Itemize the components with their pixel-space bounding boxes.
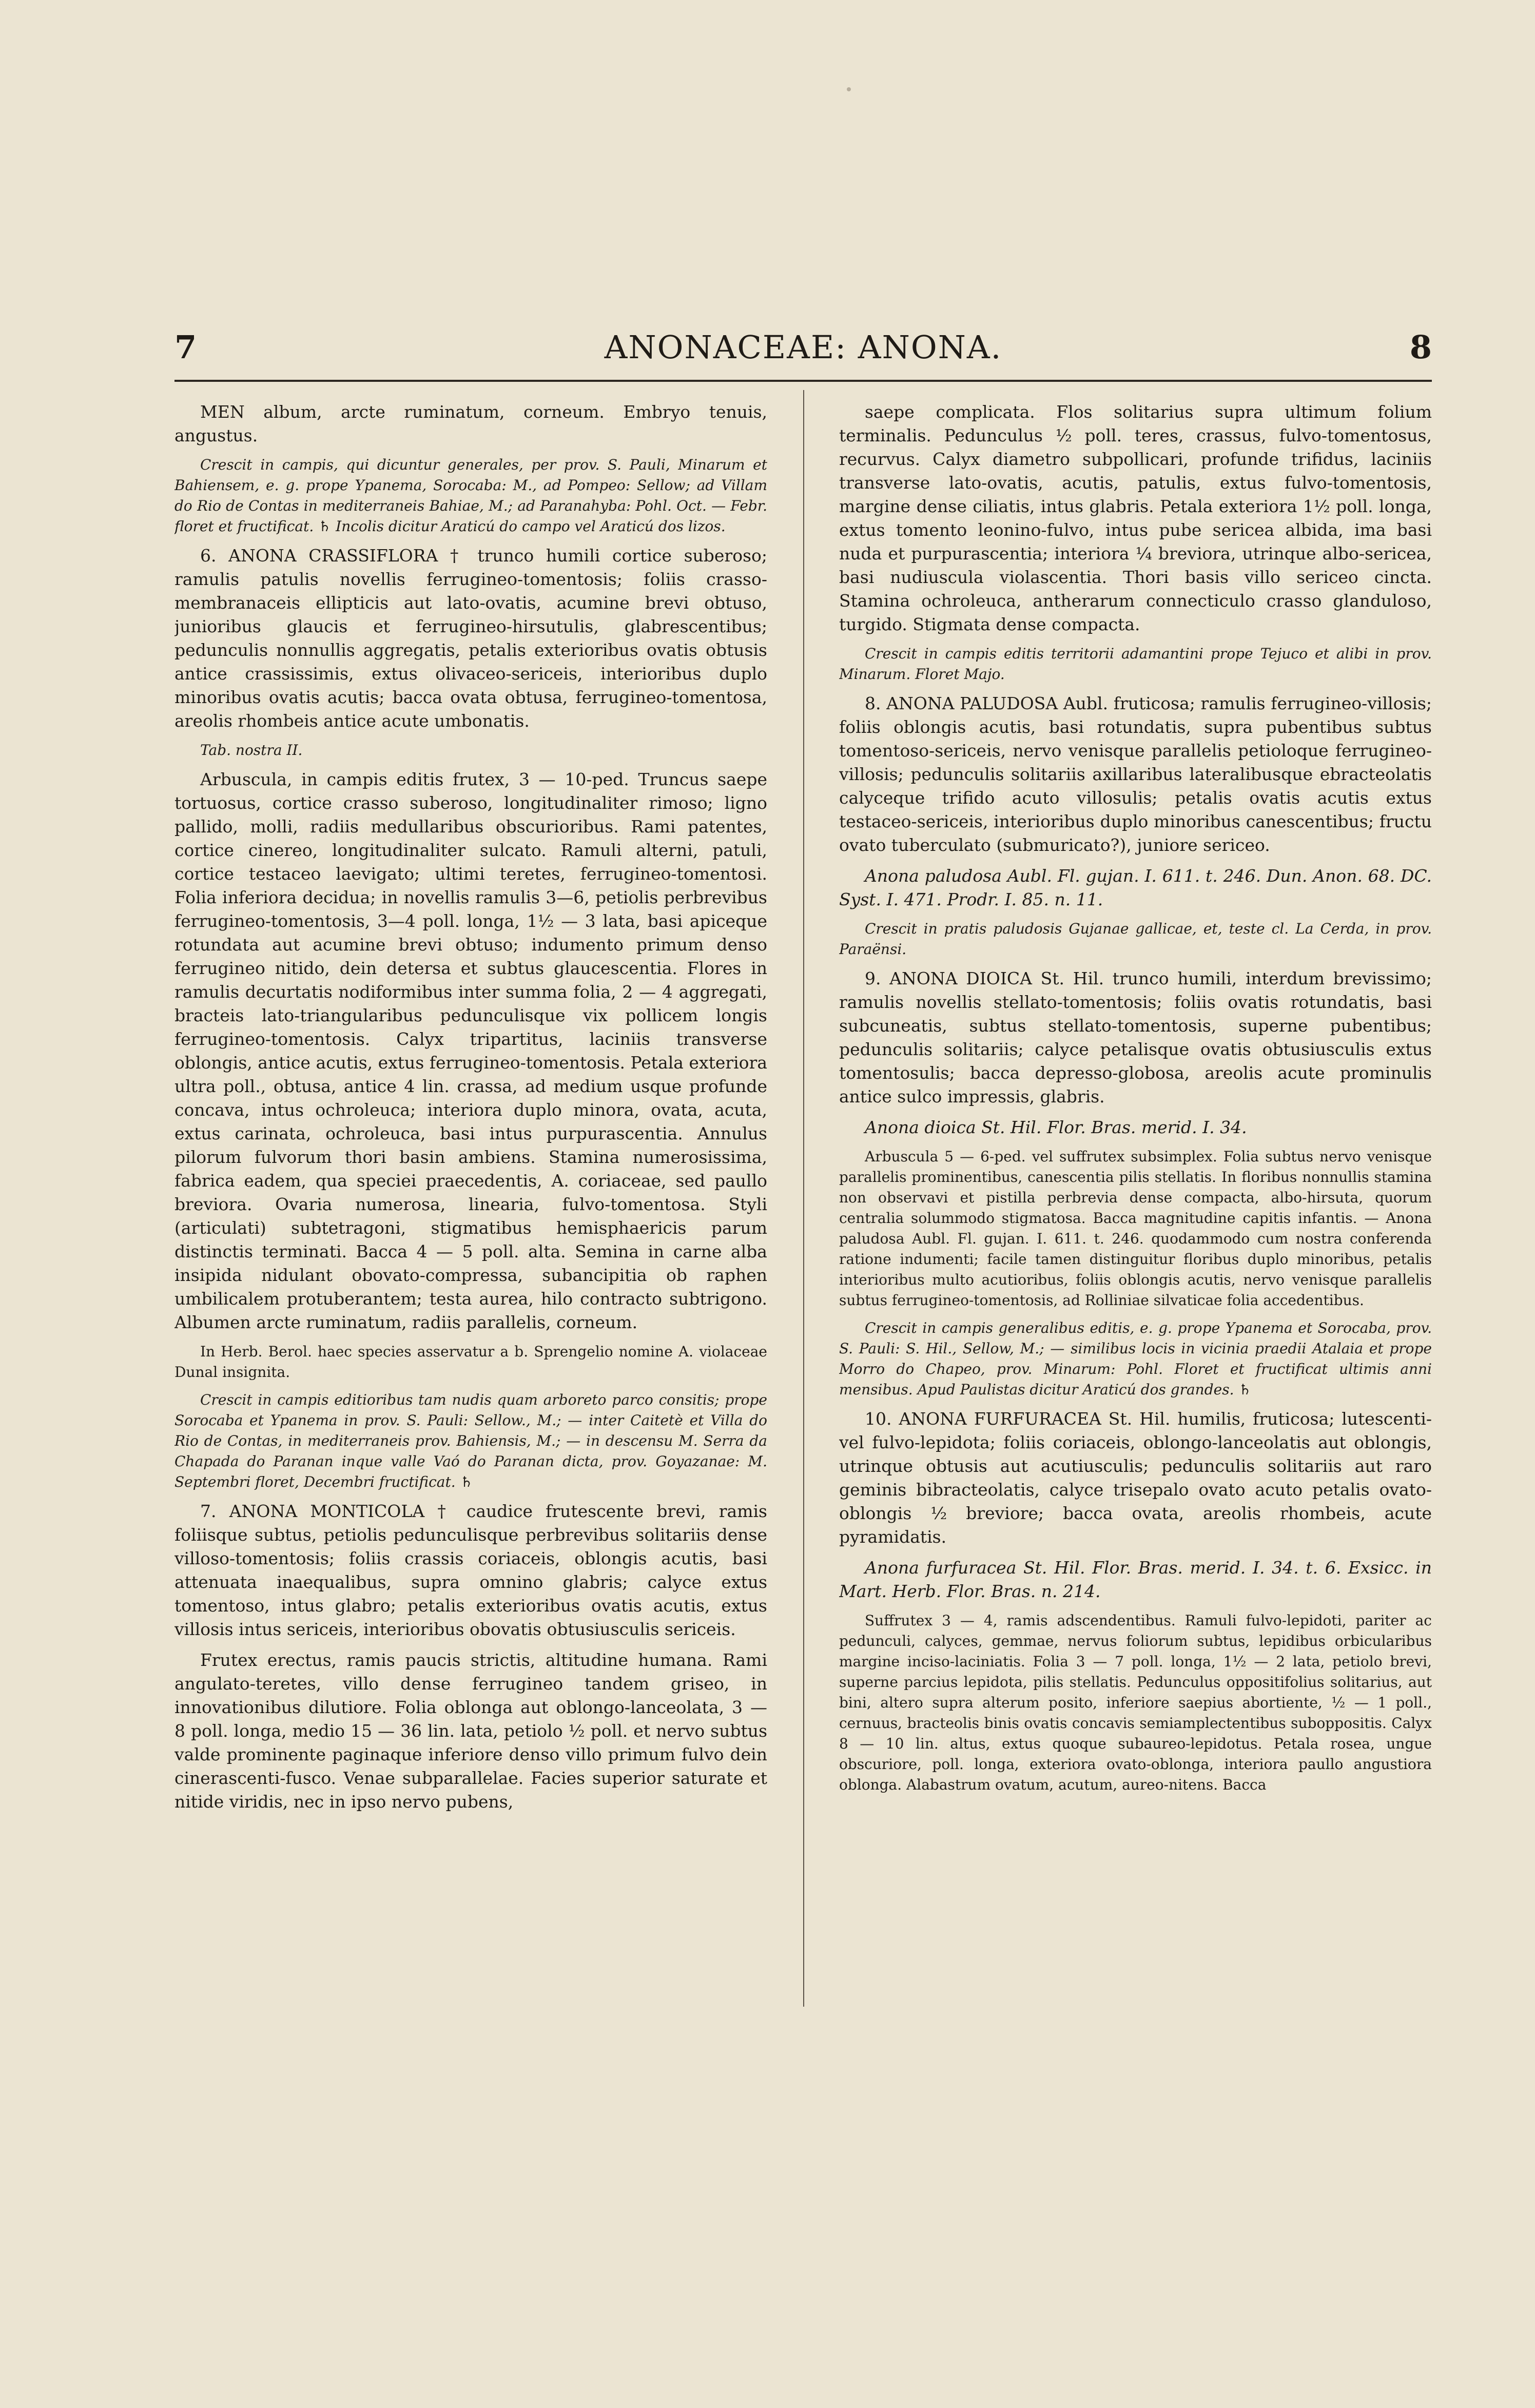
paragraph: Suffrutex 3 — 4, ramis adscendentibus. Ramuli fulvo-lepidoti, pariter ac pedunculi, calyces, gemmae, nervus foliorum subtus, lepidibus orbicularibus margine inciso-laciniatis. Folia 3 — 7 poll. longa, 1½ — 2 lata, petiolo brevi, superne parcius lepidota, pilis stellatis. Pedunculus oppositifolius solitarius, aut bini, altero supra alterum posito, inferiore saepius abortiente, ½ — 1 poll., cernuus, bracteolis binis ovatis concavis semiamplectentibus suboppositis. Calyx 8 — 10 lin. altus, extus quoque subaureo-lepidotus. Petala rosea, ungue obscuriore, poll. longa, exteriora ovato-oblonga, interiora paullo angustiora oblonga. Alabastrum ovatum, acutum, aureo-nitens. Bacca [839,1612,1432,1793]
paragraph: MEN album, arcte ruminatum, corneum. Embryo tenuis, angustus. [174,402,767,445]
paragraph: Tab. nostra II. [200,742,303,759]
paragraph: In Herb. Berol. haec species asservatur a b. Sprengelio nomine A. violaceae Dunal insignita. [174,1343,767,1381]
column-divider [803,390,804,2007]
paragraph: saepe complicata. Flos solitarius supra ultimum folium terminalis. Pedunculus ½ poll. teres, crassus, fulvo-tomentosus, recurvus. Calyx diametro subpollicari, profunde trifidus, laciniis transverse lato-ovatis, acutis, patulis, extus fulvo-tomentosis, margine dense ciliatis, intus glabris. Petala exteriora 1½ poll. longa, extus tomento leonino-fulvo, intus pube sericea albida, ima basi nuda et purpurascentia; interiora ¼ breviora, utrinque albo-sericea, basi nudiuscula violascentia. Thori basis villo sericeo cincta. Stamina ochroleuca, antherarum connecticulo crasso glanduloso, turgido. Stigmata dense compacta. [839,402,1432,634]
page-number-right: 8 [1409,328,1432,366]
paragraph: Arbuscula, in campis editis frutex, 3 — 10-ped. Truncus saepe tortuosus, cortice crasso suberoso, longitudinaliter rimoso; ligno pallido, molli, radiis medullaribus obscurioribus. Rami patentes, cortice cinereo, longitudinaliter sulcato. Ramuli alterni, patuli, cortice testaceo laevigato; ultimi teretes, ferrugineo-tomentosi. Folia inferiora decidua; in novellis ramulis 3—6, petiolis perbrevibus ferrugineo-tomentosis, 3—4 poll. longa, 1½ — 3 lata, basi apiceque rotundata aut acumine brevi obtuso; indumento primum denso ferrugineo nitido, dein detersa et subtus glaucescentia. Flores in ramulis decurtatis nodiformibus inter summa folia, 2 — 4 aggregati, bracteis lato-triangularibus pedunculisque vix pollicem longis ferrugineo-tomentosis. Calyx tripartitus, laciniis transverse oblongis, antice acutis, extus ferrugineo-tomentosis. Petala exteriora ultra poll., obtusa, antice 4 lin. crassa, ad medium usque profunde concava, intus ochroleuca; interiora duplo minora, ovata, acuta, extus carinata, ochroleuca, basi intus purpurascentia. Annulus pilorum fulvorum thori basin ambiens. Stamina numerosissima, fabrica eadem, qua speciei praecedentis, A. coriaceae, sed paullo breviora. Ovaria numerosa, linearia, fulvo-tomentosa. Styli (articulati) subtetragoni, stigmatibus hemisphaericis parum distinctis terminati. Bacca 4 — 5 poll. alta. Semina in carne alba insipida nidulant obovato-compressa, subancipitia ob raphen umbilicalem protuberantem; testa aurea, hilo contracto subtrigono. Albumen arcte ruminatum, radiis parallelis, corneum. [174,769,767,1332]
speck [847,87,851,91]
header-rule [174,380,1432,382]
page-number-left: 7 [174,328,197,366]
paragraph: 7. ANONA MONTICOLA † caudice frutescente brevi, ramis foliisque subtus, petiolis pedunculisque perbrevibus solitariis dense villoso-tomentosis; foliis crassis coriaceis, oblongis acutis, basi attenuata inaequalibus, supra omnino glabris; calyce extus tomentoso, intus glabro; petalis exterioribus ovatis acutis, extus villosis intus sericeis, interioribus obovatis obtusiusculis sericeis. [174,1501,767,1639]
paragraph: Crescit in campis editis territorii adamantini prope Tejuco et alibi in prov. Minarum. Floret Majo. [839,645,1432,683]
paragraph: Arbuscula 5 — 6-ped. vel suffrutex subsimplex. Folia subtus nervo venisque parallelis prominentibus, canescentia pilis stellatis. In floribus nonnullis stamina non observavi et pistilla perbrevia dense compacta, albo-hirsuta, quorum centralia solummodo stigmatosa. Bacca magnitudine capitis infantis. — Anona paludosa Aubl. Fl. gujan. I. 611. t. 246. quodammodo cum nostra conferenda ratione indumenti; facile tamen distinguitur floribus duplo minoribus, petalis interioribus multo acutioribus, foliis oblongis acutis, nervo venisque parallelis subtus ferrugineo-tomentosis, ad Rolliniae silvaticae folia accedentibus. [839,1148,1432,1309]
paragraph: Crescit in pratis paludosis Gujanae gallicae, et, teste cl. La Cerda, in prov. Paraënsi. [839,920,1432,958]
running-header [174,328,1432,375]
paragraph: Crescit in campis generalibus editis, e. g. prope Ypanema et Sorocaba, prov. S. Pauli: S. Hil., Sellow, M.; — similibus locis in vicinia praedii Atalaia et prope Morro do Chapeo, prov. Minarum: Pohl. Floret et fructificat ultimis anni mensibus. Apud Paulistas dicitur Araticú dos grandes. ♄ [839,1319,1432,1398]
paragraph: Crescit in campis, qui dicuntur generales, per prov. S. Pauli, Minarum et Bahiensem, e. g. prope Ypanema, Sorocaba: M., ad Pompeo: Sellow; ad Villam do Rio de Contas in mediterraneis Bahiae, M.; ad Paranahyba: Pohl. Oct. — Febr. floret et fructificat. ♄ Incolis dicitur Araticú do campo vel Araticú dos lizos. [174,456,767,535]
paragraph: 6. ANONA CRASSIFLORA † trunco humili cortice suberoso; ramulis patulis novellis ferrugineo-tomentosis; foliis crasso-membranaceis ellipticis aut lato-ovatis, acumine brevi obtuso, junioribus glaucis et ferrugineo-hirsutulis, glabrescentibus; pedunculis nonnullis aggregatis, petalis exterioribus ovatis obtusis antice crassissimis, extus olivaceo-sericeis, interioribus duplo minoribus ovatis acutis; bacca ovata obtusa, ferrugineo-tomentosa, areolis rhombeis antice acute umbonatis. [174,546,767,731]
paragraph: Crescit in campis editioribus tam nudis quam arboreto parco consitis; prope Sorocaba et Ypanema in prov. S. Pauli: Sellow., M.; — inter Caitetè et Villa do Rio de Contas, in mediterraneis prov. Bahiensis, M.; — in descensu M. Serra da Chapada do Paranan inque valle Vaó do Paranan dicta, prov. Goyazanae: M. Septembri floret, Decembri fructificat. ♄ [174,1391,767,1490]
paragraph: Anona furfuracea St. Hil. Flor. Bras. merid. I. 34. t. 6. Exsicc. in Mart. Herb. Flor. Bras. n. 214. [839,1558,1432,1601]
paragraph: Anona dioica St. Hil. Flor. Bras. merid. I. 34. [865,1117,1247,1137]
paragraph: 10. ANONA FURFURACEA St. Hil. humilis, fruticosa; lutescenti-vel fulvo-lepidota; foliis coriaceis, oblongo-lanceolatis aut oblongis, utrinque obtusis aut acutiusculis; pedunculis solitariis aut raro geminis bibracteolatis, calyce trisepalo ovato acuto petalis ovato-oblongis ½ breviore; bacca ovata, areolis rhombeis, acute pyramidatis. [839,1409,1432,1547]
right-column [839,400,1432,2392]
paragraph: 9. ANONA DIOICA St. Hil. trunco humili, interdum brevissimo; ramulis novellis stellato-tomentosis; foliis ovatis rotundatis, basi subcuneatis, subtus stellato-tomentosis, superne pubentibus; pedunculis solitariis; calyce petalisque ovatis obtusiusculis extus tomentosulis; bacca depresso-globosa, areolis acute prominulis antice sulco impressis, glabris. [839,968,1432,1106]
paragraph: Anona paludosa Aubl. Fl. gujan. I. 611. t. 246. Dun. Anon. 68. DC. Syst. I. 471. Prodr. I. 85. n. 11. [839,866,1432,909]
page-title: ANONACEAE: ANONA. [604,328,1002,366]
paragraph: 8. ANONA PALUDOSA Aubl. fruticosa; ramulis ferrugineo-villosis; foliis oblongis acutis, basi rotundatis, supra pubentibus subtus tomentoso-sericeis, nervo venisque parallelis petioloque ferrugineo-villosis; pedunculis solitariis axillaribus lateralibusque ebracteolatis calyceque trifido acuto villosulis; petalis ovatis acutis extus testaceo-sericeis, interioribus duplo minoribus canescentibus; fructu ovato tuberculato (submuricato?), juniore sericeo. [839,693,1432,855]
left-column [174,400,767,2392]
paragraph: Frutex erectus, ramis paucis strictis, altitudine humana. Rami angulato-teretes, villo dense ferrugineo tandem griseo, in innovationibus dilutiore. Folia oblonga aut oblongo-lanceolata, 3 — 8 poll. longa, medio 15 — 36 lin. lata, petiolo ½ poll. et nervo subtus valde prominente paginaque inferiore denso villo primum fulvo dein cinerascenti-fusco. Venae subparallelae. Facies superior saturate et nitide viridis, nec in ipso nervo pubens, [174,1650,767,1812]
